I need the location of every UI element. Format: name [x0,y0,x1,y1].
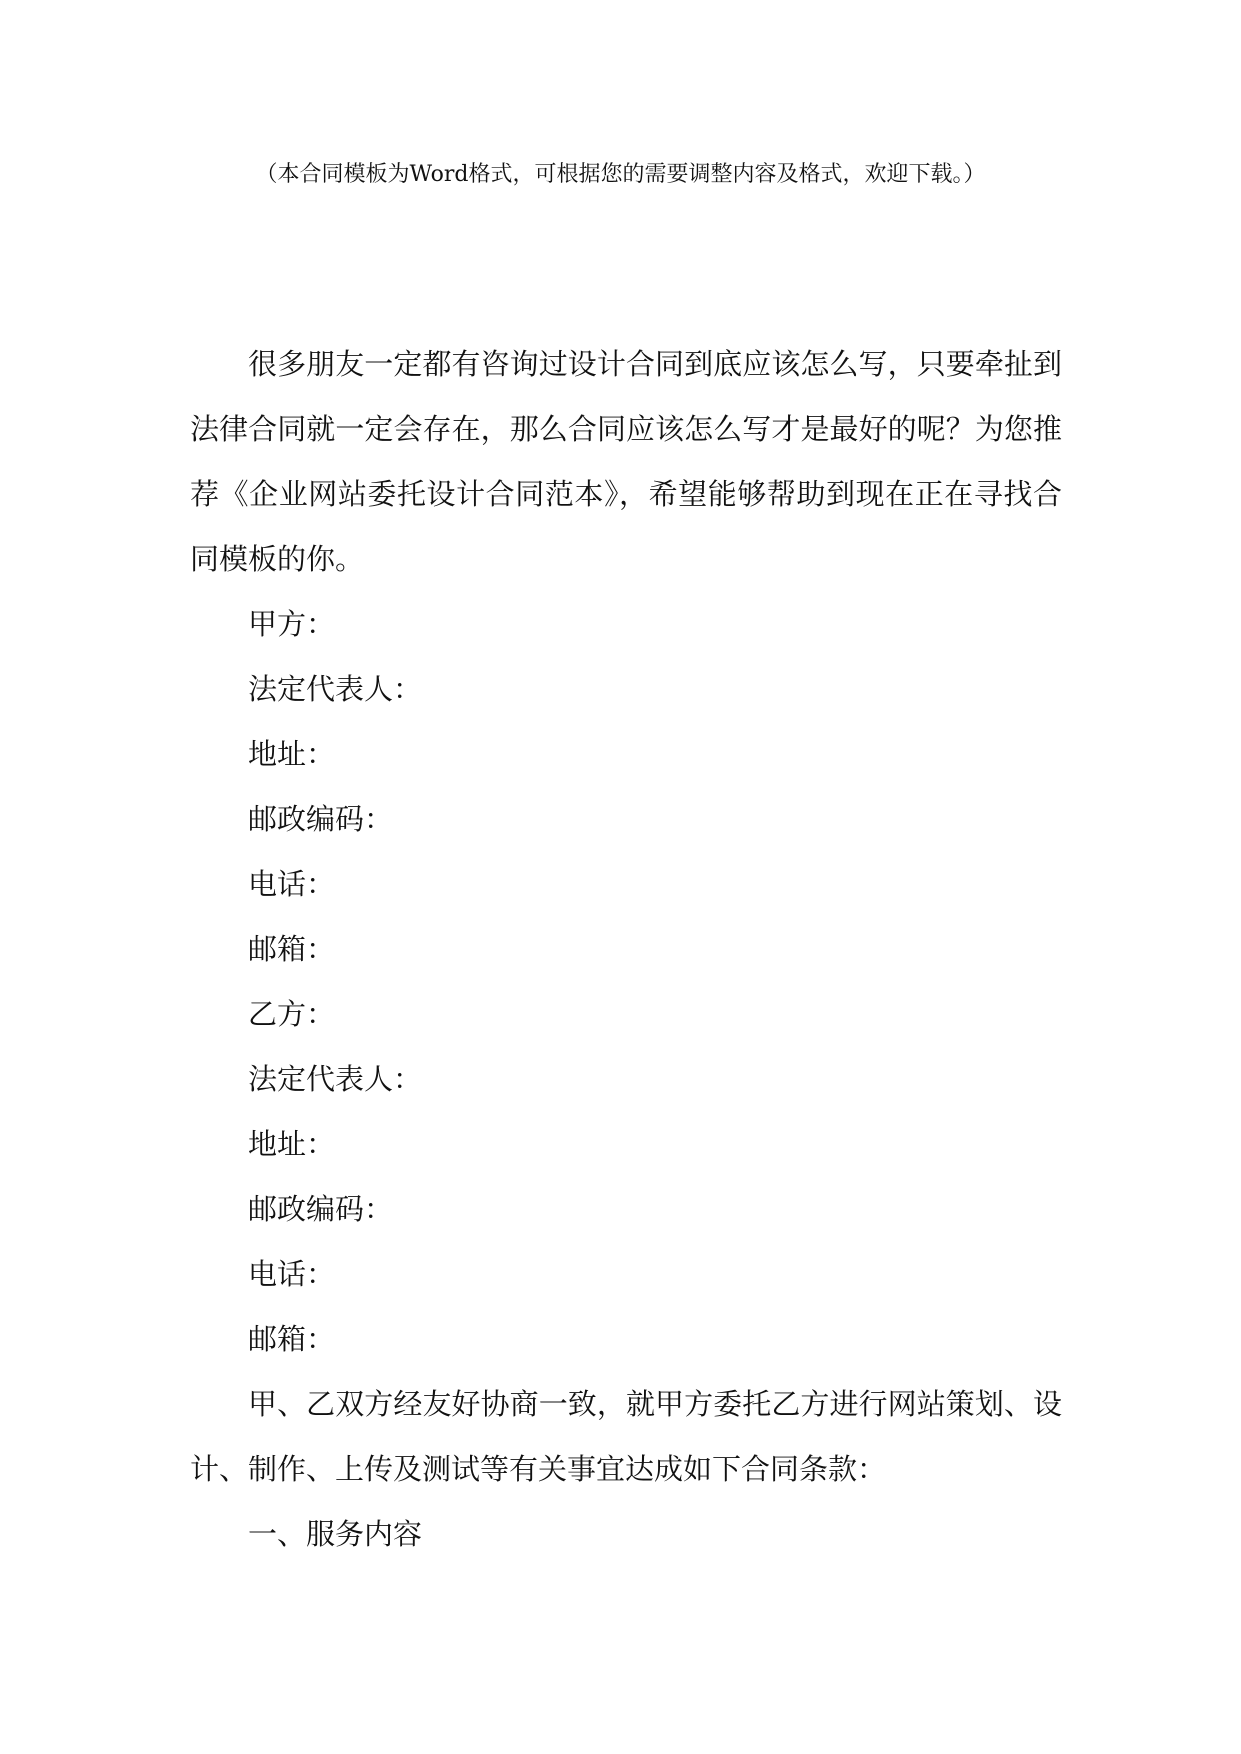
party-a-representative: 法定代表人： [248,672,423,706]
party-b-postcode: 邮政编码： [248,1192,394,1226]
party-a-postcode: 邮政编码： [248,802,394,836]
intro-paragraph: 很多朋友一定都有咨询过设计合同到底应该怎么写，只要牵扯到法律合同就一定会存在，那么合同应该怎么写才是最好的呢？为您推荐《企业网站委托设计合同范本》，希望能够帮助到现在正在寻找合同模板的你。 [190,347,1062,576]
agreement-paragraph: 甲、乙双方经友好协商一致，就甲方委托乙方进行网站策划、设计、制作、上传及测试等有关事宜达成如下合同条款： [190,1387,1062,1486]
party-a-title: 甲方： [248,607,336,641]
party-a-email: 邮箱： [248,932,336,966]
party-b-representative: 法定代表人： [248,1062,423,1096]
party-a-phone: 电话： [248,867,336,901]
section-1-title: 一、服务内容 [248,1517,423,1551]
document-body [190,332,1062,1567]
party-b-title: 乙方： [248,997,336,1031]
party-b-address: 地址： [248,1127,336,1161]
party-b-email: 邮箱： [248,1322,336,1356]
party-a-address: 地址： [248,737,336,771]
party-b-phone: 电话： [248,1257,336,1291]
template-note: （本合同模板为Word格式，可根据您的需要调整内容及格式，欢迎下载。） [255,162,986,187]
